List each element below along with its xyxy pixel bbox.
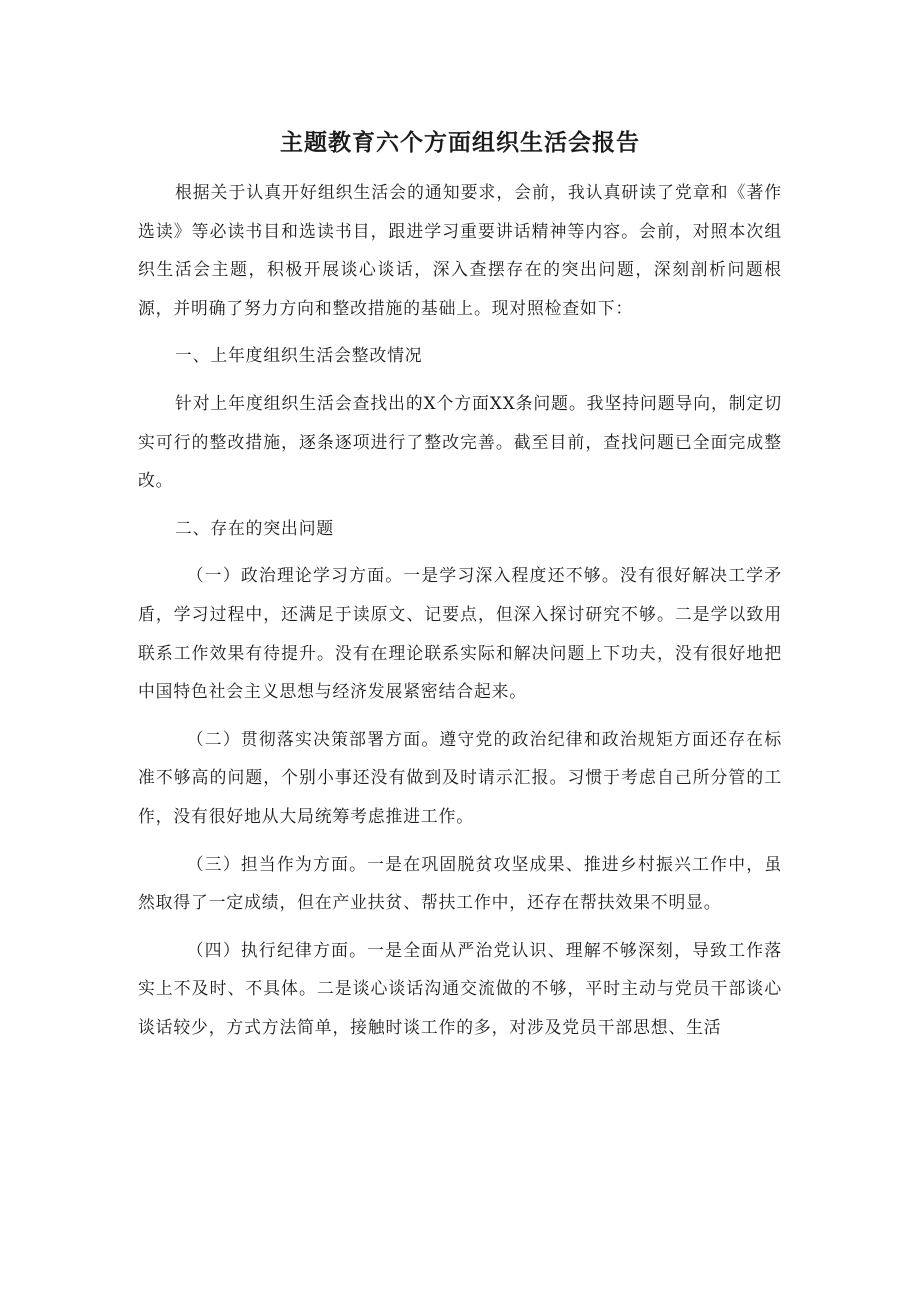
intro-paragraph: 根据关于认真开好组织生活会的通知要求，会前，我认真研读了党章和《著作选读》等必读书目和选读书目，跟进学习重要讲话精神等内容。会前，对照本次组织生活会主题，积极开展谈心谈话，深入查摆存在的突出问题，深刻剖析问题根源，并明确了努力方向和整改措施的基础上。现对照检查如下： <box>138 182 782 318</box>
section-heading-2: 二、存在的突出问题 <box>174 517 335 538</box>
section-heading-1: 一、上年度组织生活会整改情况 <box>174 345 423 366</box>
document-title: 主题教育六个方面组织生活会报告 <box>280 129 640 156</box>
issue-paragraph-4: （四）执行纪律方面。一是全面从严治党认识、理解不够深刻，导致工作落实上不及时、不具体。二是谈心谈话沟通交流做的不够，平时主动与党员干部谈心谈话较少，方式方法简单，接触时谈工作的多，对涉及党员干部思想、生活 <box>138 939 782 1037</box>
section-1-paragraph: 针对上年度组织生活会查找出的X个方面XX条问题。我坚持问题导向，制定切实可行的整改措施，逐条逐项进行了整改完善。截至目前，查找问题已全面完成整改。 <box>138 392 782 491</box>
issue-paragraph-2: （二）贯彻落实决策部署方面。遵守党的政治纪律和政治规矩方面还存在标准不够高的问题，个别小事还没有做到及时请示汇报。习惯于考虑自己所分管的工作，没有很好地从大局统筹考虑推进工作。 <box>138 728 782 826</box>
document-body <box>138 173 782 1055</box>
issue-paragraph-3: （三）担当作为方面。一是在巩固脱贫攻坚成果、推进乡村振兴工作中，虽然取得了一定成绩，但在产业扶贫、帮扶工作中，还存在帮扶效果不明显。 <box>138 853 782 913</box>
issue-paragraph-1: （一）政治理论学习方面。一是学习深入程度还不够。没有很好解决工学矛盾，学习过程中，还满足于读原文、记要点，但深入探讨研究不够。二是学以致用联系工作效果有待提升。没有在理论联系实际和解决问题上下功夫，没有很好地把中国特色社会主义思想与经济发展紧密结合起来。 <box>138 565 782 702</box>
